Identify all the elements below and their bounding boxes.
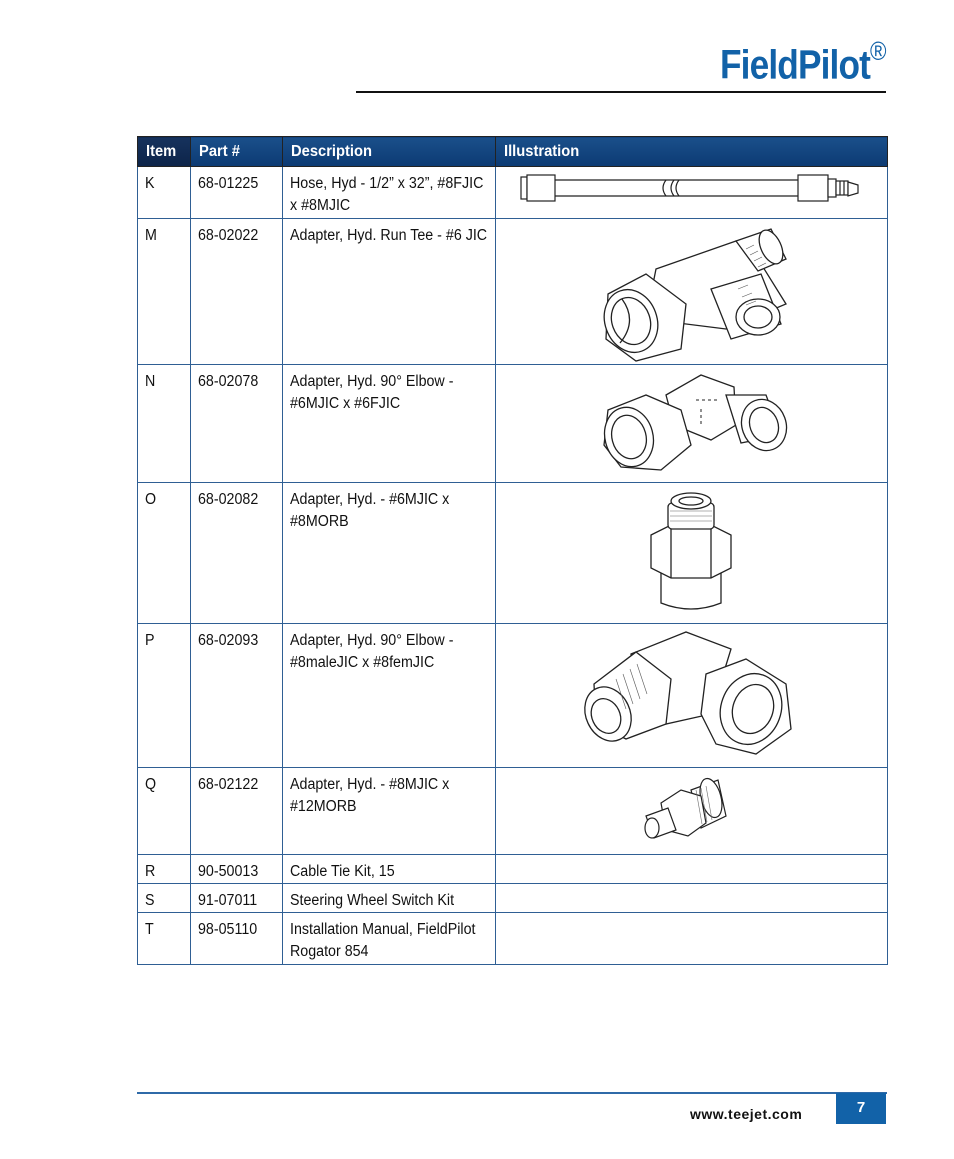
item-cell: N (138, 365, 191, 483)
page-number: 7 (836, 1093, 886, 1124)
illustration-cell (496, 483, 888, 624)
brand-name: FieldPilot (720, 41, 871, 88)
small-adapter-illustration (496, 768, 886, 853)
parts-table (137, 136, 888, 965)
column-header-item: Item (138, 137, 191, 167)
table-row (138, 913, 888, 965)
header-rule (356, 91, 886, 93)
description-cell: Adapter, Hyd. - #8MJIC x #12MORB (283, 768, 496, 855)
table-row (138, 365, 888, 483)
description-cell: Cable Tie Kit, 15 (283, 855, 496, 884)
description-cell: Installation Manual, FieldPilot Rogator 854 (283, 913, 496, 965)
item-cell: K (138, 167, 191, 219)
table-row (138, 483, 888, 624)
illustration-cell (496, 768, 888, 855)
item-cell: O (138, 483, 191, 624)
illustration-cell (496, 913, 888, 965)
table-row (138, 884, 888, 913)
item-cell: S (138, 884, 191, 913)
illustration-cell (496, 219, 888, 365)
part-cell: 91-07011 (191, 884, 283, 913)
large-elbow-illustration (496, 624, 886, 766)
elbow-illustration (496, 365, 886, 481)
column-header-description: Description (283, 137, 496, 167)
description-cell: Adapter, Hyd. 90° Elbow - #6MJIC x #6FJIC (283, 365, 496, 483)
description-cell: Adapter, Hyd. Run Tee - #6 JIC (283, 219, 496, 365)
table-row (138, 768, 888, 855)
column-header-illustration: Illustration (496, 137, 888, 167)
table-row (138, 855, 888, 884)
table-row (138, 167, 888, 219)
item-cell: T (138, 913, 191, 965)
illustration-cell (496, 884, 888, 913)
item-cell: R (138, 855, 191, 884)
hose-illustration (496, 167, 886, 217)
item-cell: P (138, 624, 191, 768)
column-header-part: Part # (191, 137, 283, 167)
website-url: www.teejet.com (690, 1106, 803, 1122)
illustration-cell (496, 167, 888, 219)
description-cell: Adapter, Hyd. 90° Elbow - #8maleJIC x #8femJIC (283, 624, 496, 768)
table-row (138, 624, 888, 768)
part-cell: 68-01225 (191, 167, 283, 219)
illustration-cell (496, 855, 888, 884)
description-cell: Adapter, Hyd. - #6MJIC x #8MORB (283, 483, 496, 624)
illustration-cell (496, 624, 888, 768)
table-row (138, 219, 888, 365)
footer-rule (137, 1092, 887, 1094)
part-cell: 68-02078 (191, 365, 283, 483)
straight-adapter-illustration (496, 483, 886, 622)
table-header-row (138, 137, 888, 167)
run-tee-illustration (496, 219, 886, 363)
part-cell: 68-02122 (191, 768, 283, 855)
item-cell: Q (138, 768, 191, 855)
description-cell: Hose, Hyd - 1/2” x 32”, #8FJIC x #8MJIC (283, 167, 496, 219)
part-cell: 90-50013 (191, 855, 283, 884)
description-cell: Steering Wheel Switch Kit (283, 884, 496, 913)
part-cell: 68-02082 (191, 483, 283, 624)
part-cell: 68-02093 (191, 624, 283, 768)
registered-mark: ® (870, 36, 886, 66)
part-cell: 68-02022 (191, 219, 283, 365)
illustration-cell (496, 365, 888, 483)
brand-logo (720, 36, 886, 89)
part-cell: 98-05110 (191, 913, 283, 965)
item-cell: M (138, 219, 191, 365)
